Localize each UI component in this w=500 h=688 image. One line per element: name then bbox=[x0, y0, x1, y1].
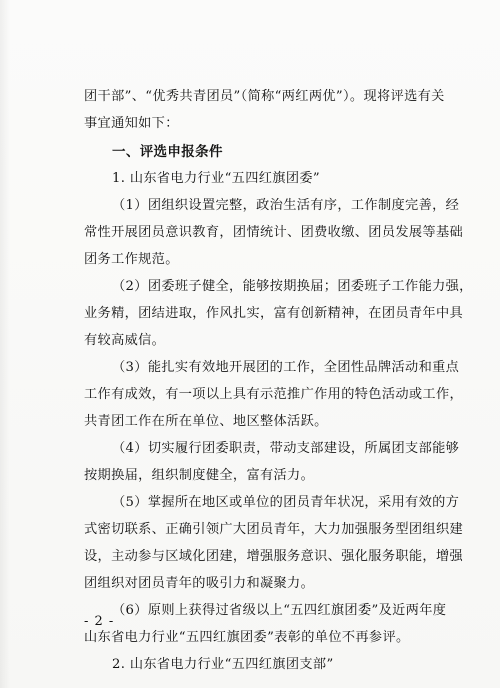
paragraph-2-line-3: 有较高威信。 bbox=[84, 333, 166, 348]
paragraph-2-line-2: 业务精，团结进取，作风扎实，富有创新精神，在团员青年中具 bbox=[84, 306, 464, 321]
scan-edge-shadow bbox=[0, 0, 10, 688]
paragraph-3-line-2: 工作有成效，有一项以上具有示范推广作用的特色活动或工作， bbox=[84, 387, 464, 402]
paragraph-6-line-2: 山东省电力行业“五四红旗团委”表彰的单位不再参评。 bbox=[84, 630, 410, 645]
paragraph-1-line-2: 常性开展团员意识教育，团情统计、团费收缴、团员发展等基础 bbox=[84, 225, 464, 240]
section-heading: 一、评选申报条件 bbox=[112, 144, 223, 160]
paragraph-3-line-1: （3）能扎实有效地开展团的工作，全团性品牌活动和重点 bbox=[112, 360, 460, 375]
paragraph-5-line-2: 式密切联系、正确引领广大团员青年，大力加强服务型团组织建 bbox=[84, 522, 464, 537]
paragraph-2-line-1: （2）团委班子健全，能够按期换届；团委班子工作能力强， bbox=[112, 279, 473, 294]
page-number: - 2 - bbox=[84, 614, 115, 629]
paragraph-5-line-4: 团组织对团员青年的吸引力和凝聚力。 bbox=[84, 576, 315, 591]
paragraph-4-line-2: 按期换届，组织制度健全，富有活力。 bbox=[84, 468, 315, 483]
subsection-heading-2: 2. 山东省电力行业“五四红旗团支部” bbox=[112, 657, 334, 672]
paragraph-1-line-1: （1）团组织设置完整，政治生活有序，工作制度完善，经 bbox=[112, 198, 460, 213]
body-line-1: 团干部”、“优秀共青团员”（简称“两红两优”）。现将评选有关 bbox=[84, 89, 445, 104]
paragraph-3-line-3: 共青团工作在所在单位、地区整体活跃。 bbox=[84, 414, 328, 429]
paragraph-5-line-3: 设，主动参与区域化团建，增强服务意识、强化服务职能，增强 bbox=[84, 549, 464, 564]
paragraph-6-line-1: （6）原则上获得过省级以上“五四红旗团委”及近两年度 bbox=[112, 603, 447, 618]
paragraph-4-line-1: （4）切实履行团委职责，带动支部建设，所属团支部能够 bbox=[112, 441, 460, 456]
paragraph-5-line-1: （5）掌握所在地区或单位的团员青年状况，采用有效的方 bbox=[112, 495, 460, 510]
body-line-2: 事宜通知如下： bbox=[84, 116, 179, 131]
paragraph-1-line-3: 团务工作规范。 bbox=[84, 252, 179, 267]
subsection-heading-1: 1. 山东省电力行业“五四红旗团委” bbox=[112, 171, 320, 186]
